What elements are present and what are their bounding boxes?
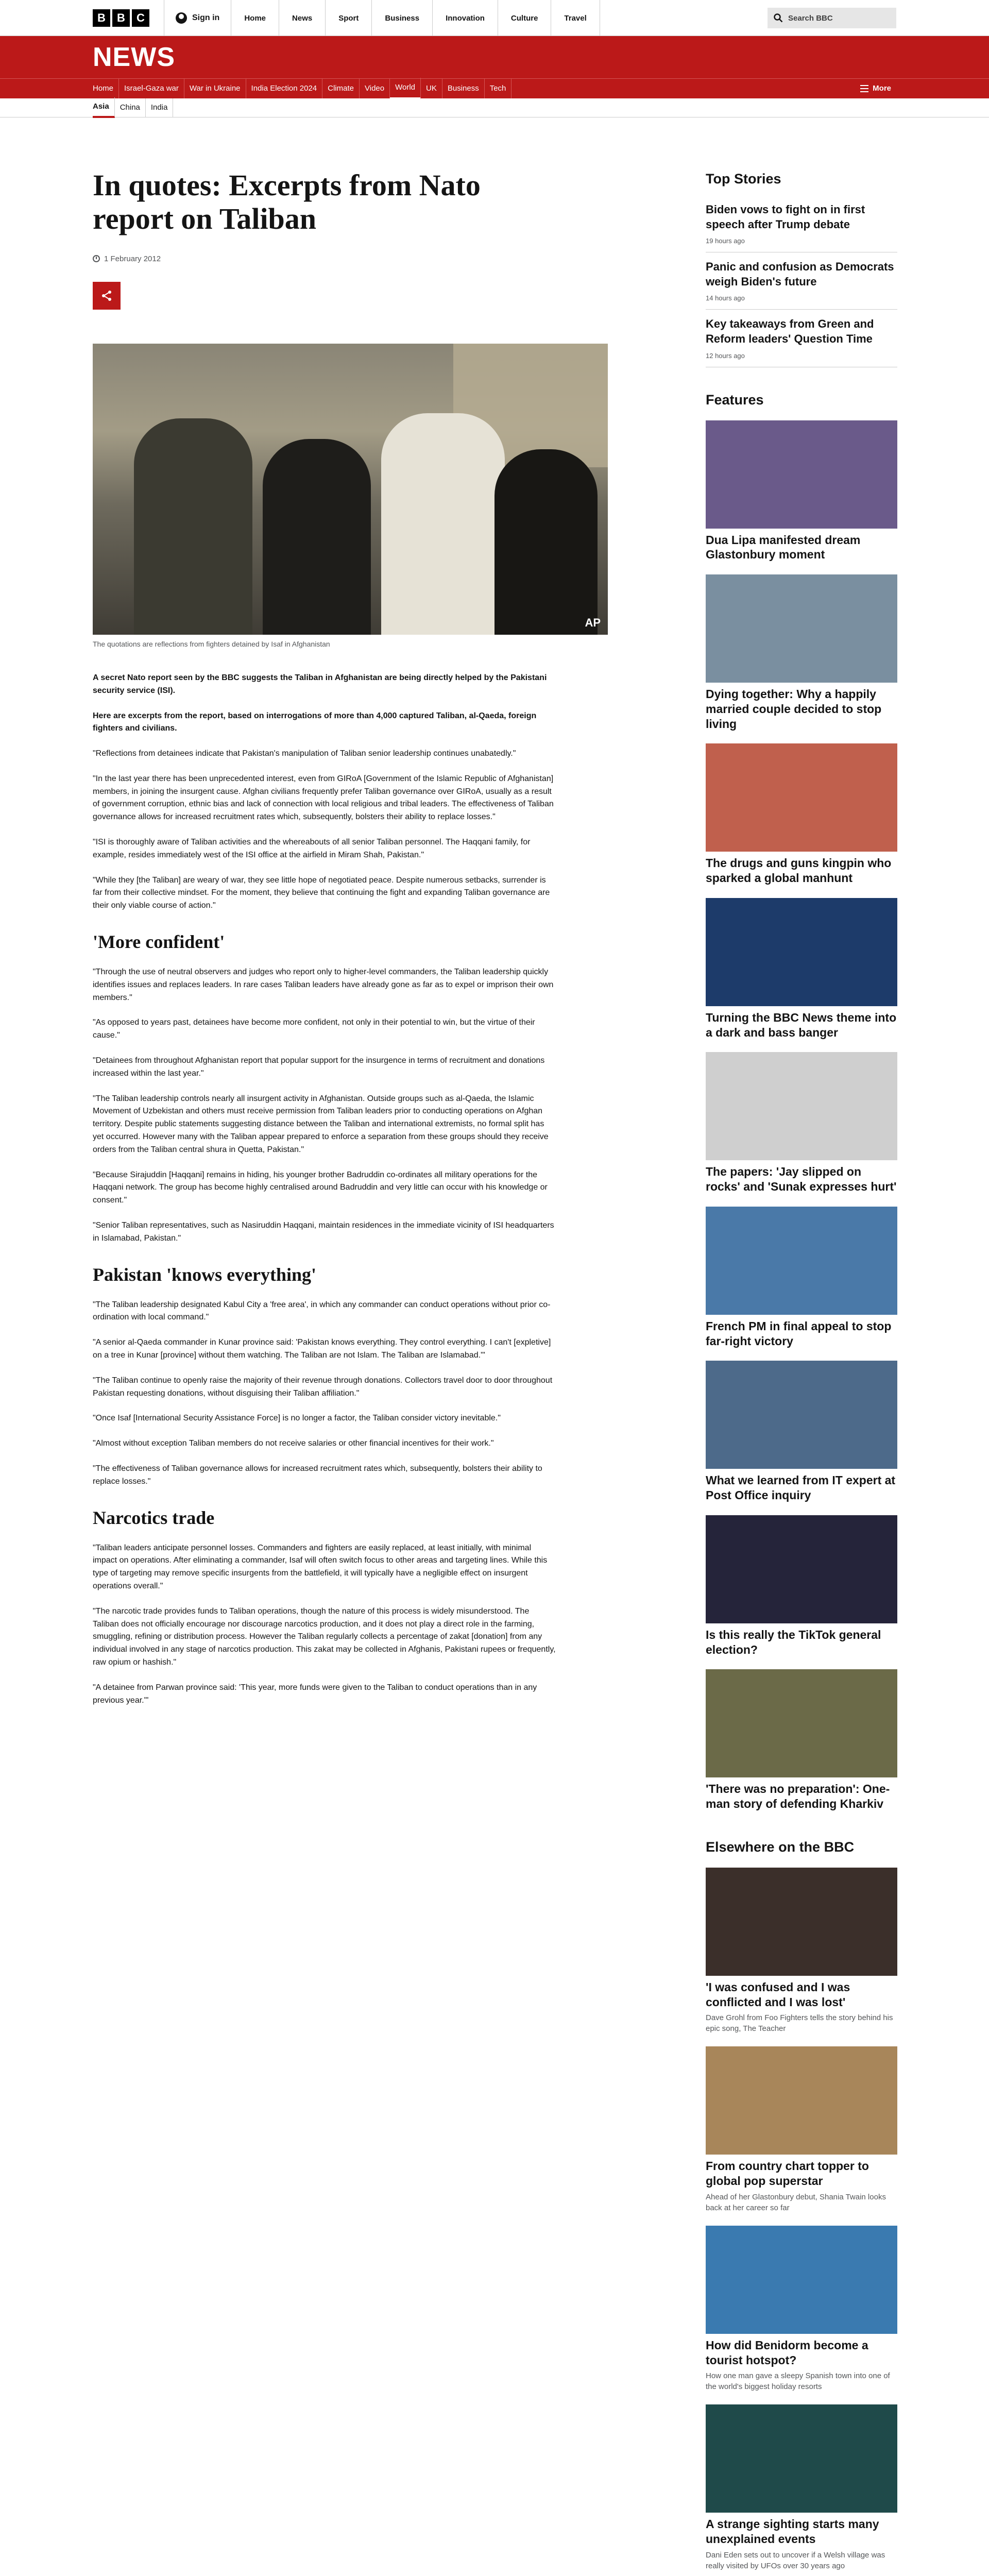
quote: "Reflections from detainees indicate that Pakistan's manipulation of Taliban senior leadership continues unabatedly." bbox=[93, 749, 516, 758]
quote: "The Taliban leadership controls nearly all insurgent activity in Afghanistan. Outside groups such as al-Qaeda, the Islamic Movement of Uzbekistan and others must receive permission from Taliban leaders prior to conducting operations on Afghan territory. Despite public statements suggesting distance between the Taliban and international extremists, no formal split has yet occurred. However many with the Taliban appear prepared to enforce a separation from these groups should they receive orders from the Taliban central shura in Quetta, Pakistan." bbox=[93, 1094, 549, 1154]
feature-image bbox=[706, 1207, 897, 1315]
top-story-item[interactable] bbox=[706, 310, 897, 367]
top-stories-heading: Top Stories bbox=[706, 171, 781, 187]
news-banner bbox=[0, 36, 989, 78]
elsewhere-title: A strange sighting starts many unexplained events bbox=[706, 2517, 879, 2546]
sub-nav-india[interactable]: India bbox=[146, 98, 174, 117]
news-nav-uk[interactable]: UK bbox=[421, 79, 442, 98]
quote: "Once Isaf [International Security Assistance Force] is no longer a factor, the Taliban consider victory inevitable." bbox=[93, 1414, 501, 1423]
feature-card[interactable] bbox=[706, 1052, 897, 1194]
feature-card[interactable] bbox=[706, 1361, 897, 1503]
news-nav-india-election[interactable]: India Election 2024 bbox=[246, 79, 323, 98]
news-nav-business[interactable]: Business bbox=[442, 79, 485, 98]
features-heading: Features bbox=[706, 392, 764, 408]
quote: "The Taliban continue to openly raise the majority of their revenue through donations. Collectors travel door to door throughout Pakistan requesting donations, without disguising their Taliban affiliation." bbox=[93, 1376, 553, 1398]
subheading-narcotics: Narcotics trade bbox=[93, 1507, 215, 1528]
feature-title: What we learned from IT expert at Post Office inquiry bbox=[706, 1473, 896, 1502]
share-icon bbox=[100, 290, 113, 302]
top-story-time: 14 hours ago bbox=[706, 294, 745, 302]
top-nav-news[interactable]: News bbox=[279, 0, 326, 36]
top-story-time: 19 hours ago bbox=[706, 237, 745, 245]
image-caption: The quotations are reflections from fighters detained by Isaf in Afghanistan bbox=[93, 639, 330, 648]
top-nav bbox=[231, 0, 600, 36]
logo-letter-c: C bbox=[132, 9, 149, 27]
quote: "ISI is thoroughly aware of Taliban activities and the whereabouts of all senior Taliban personnel. The Haqqani family, for example, resides immediately west of the ISI office at the airfield in Miram Shah, Pakistan." bbox=[93, 838, 531, 859]
elsewhere-image bbox=[706, 2226, 897, 2334]
search-input[interactable] bbox=[768, 8, 896, 28]
news-nav-climate[interactable]: Climate bbox=[322, 79, 360, 98]
top-story-title: Biden vows to fight on in first speech after Trump debate bbox=[706, 203, 865, 231]
top-nav-innovation[interactable]: Innovation bbox=[433, 0, 498, 36]
feature-title: The drugs and guns kingpin who sparked a global manhunt bbox=[706, 856, 892, 885]
elsewhere-card[interactable] bbox=[706, 1868, 897, 2035]
feature-card[interactable] bbox=[706, 1669, 897, 1811]
quote: "The effectiveness of Taliban governance allows for increased recruitment rates which, subsequently, bolsters their ability to replace losses." bbox=[93, 1464, 542, 1486]
more-menu-button[interactable] bbox=[855, 79, 896, 98]
news-nav-ukraine[interactable]: War in Ukraine bbox=[184, 79, 246, 98]
feature-image bbox=[706, 1361, 897, 1469]
feature-image bbox=[706, 420, 897, 529]
top-nav-travel[interactable]: Travel bbox=[551, 0, 600, 36]
news-nav-israel-gaza[interactable]: Israel-Gaza war bbox=[119, 79, 184, 98]
sub-nav-asia[interactable]: Asia bbox=[93, 97, 115, 118]
news-nav-world[interactable]: World bbox=[390, 78, 421, 99]
quote: "A detainee from Parwan province said: 'This year, more funds were given to the Taliban to conduct operations than in any previous year.'" bbox=[93, 1683, 537, 1705]
feature-title: Dua Lipa manifested dream Glastonbury moment bbox=[706, 533, 861, 562]
article-date bbox=[93, 255, 608, 263]
quote: "Senior Taliban representatives, such as Nasiruddin Haqqani, maintain residences in the immediate vicinity of ISI headquarters in Islamabad, Pakistan." bbox=[93, 1221, 554, 1243]
news-nav-home[interactable]: Home bbox=[93, 79, 119, 98]
lead-paragraph-2: Here are excerpts from the report, based on interrogations of more than 4,000 captured Taliban, al-Qaeda, foreign fighters and civilians. bbox=[93, 711, 537, 733]
page-title: In quotes: Excerpts from Nato report on Taliban bbox=[93, 168, 481, 235]
bbc-logo[interactable] bbox=[93, 9, 149, 27]
elsewhere-image bbox=[706, 2046, 897, 2155]
top-story-item[interactable] bbox=[706, 252, 897, 310]
quote: "The narcotic trade provides funds to Taliban operations, though the nature of this process is widely misunderstood. The Taliban does not officially encourage nor discourage narcotics production, and it does not play a direct role in the farming, smuggling, refining or distribution process. However the Taliban regularly collects a percentage of zakat [donation] from any individual involved in any stage of narcotics production. This zakat may be collected in Afghanis, Pakistani rupees or frequently, raw opium or hashish." bbox=[93, 1606, 556, 1667]
quote: "As opposed to years past, detainees have become more confident, not only in their potential to win, but the virtue of their cause." bbox=[93, 1018, 535, 1040]
top-story-title: Key takeaways from Green and Reform leaders' Question Time bbox=[706, 317, 874, 345]
feature-card[interactable] bbox=[706, 898, 897, 1040]
feature-card[interactable] bbox=[706, 420, 897, 563]
elsewhere-title: From country chart topper to global pop superstar bbox=[706, 2159, 869, 2188]
quote: "Detainees from throughout Afghanistan report that popular support for the insurgence in terms of recruitment and donations increased within the last year." bbox=[93, 1056, 545, 1078]
quote: "Almost without exception Taliban members do not receive salaries or other financial incentives for their work." bbox=[93, 1439, 494, 1448]
article bbox=[93, 169, 608, 2576]
elsewhere-desc: Ahead of her Glastonbury debut, Shania Twain looks back at her career so far bbox=[706, 2192, 886, 2212]
top-story-item[interactable] bbox=[706, 195, 897, 252]
search-icon bbox=[774, 13, 783, 23]
elsewhere-heading: Elsewhere on the BBC bbox=[706, 1839, 855, 1855]
top-nav-home[interactable]: Home bbox=[231, 0, 279, 36]
elsewhere-card[interactable] bbox=[706, 2404, 897, 2571]
share-button[interactable] bbox=[93, 282, 121, 310]
quote: "Because Sirajuddin [Haqqani] remains in hiding, his younger brother Badruddin co-ordinates all military operations for the Haqqani network. The group has become highly centralised around Badruddin and very little can occur with his knowledge or consent." bbox=[93, 1170, 548, 1205]
feature-title: 'There was no preparation': One-man story of defending Kharkiv bbox=[706, 1782, 890, 1811]
elsewhere-title: How did Benidorm become a tourist hotspot? bbox=[706, 2338, 868, 2367]
top-nav-sport[interactable]: Sport bbox=[326, 0, 372, 36]
top-story-time: 12 hours ago bbox=[706, 351, 745, 360]
elsewhere-card[interactable] bbox=[706, 2226, 897, 2393]
feature-card[interactable] bbox=[706, 743, 897, 886]
subheading-more-confident: 'More confident' bbox=[93, 931, 225, 953]
feature-image bbox=[706, 743, 897, 852]
news-nav bbox=[0, 78, 989, 98]
elsewhere-desc: Dave Grohl from Foo Fighters tells the story behind his epic song, The Teacher bbox=[706, 2013, 893, 2033]
lead-paragraph: A secret Nato report seen by the BBC suggests the Taliban in Afghanistan are being directly helped by the Pakistani security service (ISI). bbox=[93, 673, 547, 695]
elsewhere-desc: How one man gave a sleepy Spanish town into one of the world's biggest holiday resorts bbox=[706, 2371, 890, 2392]
clock-icon bbox=[93, 255, 100, 262]
quote: "In the last year there has been unprecedented interest, even from GIRoA [Government of the Islamic Republic of Afghanistan] members, in joining the insurgent cause. Afghan civilians frequently prefer Taliban governance over GIRoA, usually as a result of government corruption, ethnic bias and lack of connection with local religious and tribal leaders. The effectiveness of Taliban governance allows for increased recruitment rates which, subsequently, bolsters their ability to replace losses." bbox=[93, 774, 554, 822]
hero-image bbox=[93, 344, 608, 635]
quote: "While they [the Taliban] are weary of war, they see little hope of negotiated peace. Despite numerous setbacks, surrender is far from their collective mindset. For the moment, they believe that continuing the fight and expanding Taliban governance are their only viable course of action." bbox=[93, 875, 550, 910]
feature-card[interactable] bbox=[706, 1207, 897, 1349]
feature-image bbox=[706, 1515, 897, 1623]
sidebar bbox=[706, 169, 897, 2576]
elsewhere-title: 'I was confused and I was conflicted and I was lost' bbox=[706, 1980, 850, 2009]
signin-label: Sign in bbox=[192, 13, 220, 22]
sub-nav-china[interactable]: China bbox=[115, 98, 146, 117]
subheading-pakistan: Pakistan 'knows everything' bbox=[93, 1264, 317, 1285]
logo-letter-b1: B bbox=[93, 9, 110, 27]
sub-nav bbox=[0, 98, 989, 117]
news-nav-video[interactable]: Video bbox=[360, 79, 390, 98]
feature-title: The papers: 'Jay slipped on rocks' and 'Sunak expresses hurt' bbox=[706, 1165, 897, 1194]
feature-title: Is this really the TikTok general election? bbox=[706, 1628, 881, 1656]
news-nav-tech[interactable]: Tech bbox=[485, 79, 512, 98]
quote: "Through the use of neutral observers and judges who report only to higher-level commanders, the Taliban leadership quickly identifies issues and replaces leaders. In rare cases Taliban leaders have already gone as far as to expel or imprison their own members." bbox=[93, 968, 554, 1002]
top-nav-culture[interactable]: Culture bbox=[498, 0, 552, 36]
signin-button[interactable] bbox=[164, 0, 231, 36]
user-icon bbox=[176, 12, 187, 24]
more-label: More bbox=[873, 84, 891, 93]
bbc-masthead bbox=[0, 0, 989, 36]
top-story-title: Panic and confusion as Democrats weigh Biden's future bbox=[706, 260, 894, 288]
elsewhere-image bbox=[706, 2404, 897, 2513]
top-nav-business[interactable]: Business bbox=[372, 0, 433, 36]
quote: "Taliban leaders anticipate personnel losses. Commanders and fighters are easily replaced, at least initially, with minimal impact on operations. After eliminating a commander, Isaf will often switch focus to other areas and targeting lines. While this type of targeting may remove specific insurgents from the battlefield, it will typically have a negligible effect on insurgent operations overall." bbox=[93, 1543, 548, 1590]
quote: "The Taliban leadership designated Kabul City a 'free area', in which any commander can conduct operations without prior co-ordination with local command." bbox=[93, 1300, 551, 1322]
quote: "A senior al-Qaeda commander in Kunar province said: 'Pakistan knows everything. They control everything. I can't [expletive] on a tree in Kunar [province] without them watching. The Taliban are not Islam. The Taliban are Islamabad.'" bbox=[93, 1338, 551, 1360]
feature-title: French PM in final appeal to stop far-right victory bbox=[706, 1319, 892, 1348]
elsewhere-image bbox=[706, 1868, 897, 1976]
feature-title: Dying together: Why a happily married couple decided to stop living bbox=[706, 687, 882, 731]
news-section-title[interactable]: NEWS bbox=[93, 42, 175, 72]
logo-letter-b2: B bbox=[112, 9, 130, 27]
feature-image bbox=[706, 1052, 897, 1160]
feature-title: Turning the BBC News theme into a dark and bass banger bbox=[706, 1010, 897, 1039]
elsewhere-card[interactable] bbox=[706, 2046, 897, 2213]
feature-card[interactable] bbox=[706, 1515, 897, 1657]
date-text: 1 February 2012 bbox=[104, 254, 161, 263]
feature-image bbox=[706, 1669, 897, 1777]
feature-card[interactable] bbox=[706, 574, 897, 731]
elsewhere-desc: Dani Eden sets out to uncover if a Welsh village was really visited by UFOs over 30 years ago bbox=[706, 2550, 885, 2570]
search-placeholder: Search BBC bbox=[788, 13, 833, 23]
feature-image bbox=[706, 574, 897, 683]
image-credit: AP bbox=[585, 616, 601, 629]
feature-image bbox=[706, 898, 897, 1006]
menu-icon bbox=[860, 85, 868, 92]
